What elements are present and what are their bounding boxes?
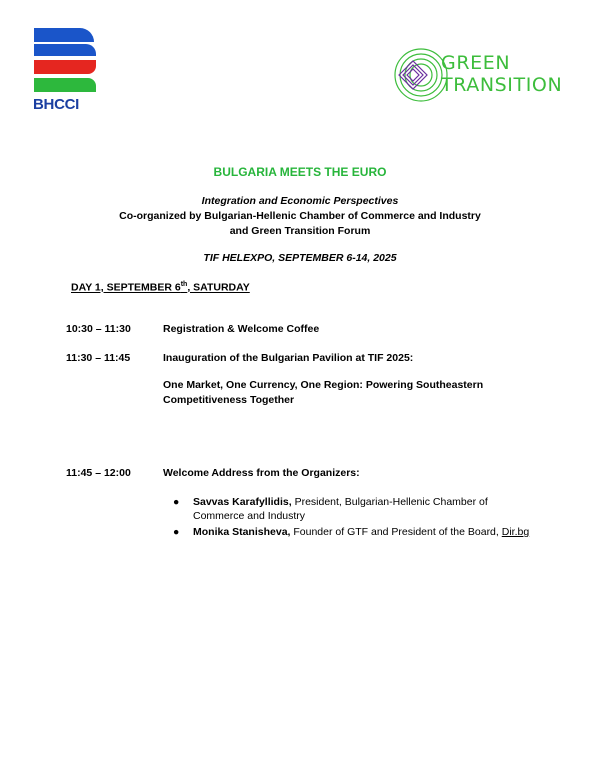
document-subtitle: Integration and Economic Perspectives: [201, 195, 399, 207]
agenda-title-2: Inauguration of the Bulgarian Pavilion at TIF 2025:: [163, 352, 414, 364]
speaker-list: [163, 495, 553, 541]
speaker-role-cont: Commerce and Industry: [193, 510, 306, 522]
speaker-name: Monika Stanisheva,: [193, 526, 291, 538]
day-heading: DAY 1, SEPTEMBER 6th, SATURDAY: [71, 281, 250, 294]
agenda-time-1: 10:30 – 11:30: [66, 323, 131, 335]
coorganizers-line-2: and Green Transition Forum: [229, 225, 371, 237]
green-transition-logo-line1: GREEN: [441, 52, 511, 74]
agenda-time-3: 11:45 – 12:00: [66, 467, 131, 479]
speaker-role: President, Bulgarian-Hellenic Chamber of: [291, 496, 488, 508]
speaker-item: ● Savvas Karafyllidis, President, Bulgarian-Hellenic Chamber of Commerce and Industry: [173, 496, 488, 522]
agenda-time-2: 11:30 – 11:45: [66, 352, 131, 364]
speaker-item: ● Monika Stanisheva, Founder of GTF and President of the Board, Dir.bg: [173, 526, 530, 538]
venue-dates: TIF HELEXPO, SEPTEMBER 6-14, 2025: [203, 252, 397, 264]
agenda-title-1: Registration & Welcome Coffee: [163, 323, 320, 335]
dir-bg-link[interactable]: Dir.bg: [501, 526, 530, 538]
coorganizers-line-1: Co-organized by Bulgarian-Hellenic Chamber of Commerce and Industry: [119, 210, 481, 222]
bhcci-logo-text: BHCCI: [33, 96, 79, 113]
green-transition-logo-line2: TRANSITION: [441, 74, 563, 96]
agenda-subtitle-2b: Competitiveness Together: [163, 394, 295, 406]
document-title: BULGARIA MEETS THE EURO: [213, 165, 387, 179]
speaker-name: Savvas Karafyllidis,: [193, 496, 292, 508]
agenda-title-3: Welcome Address from the Organizers:: [163, 467, 360, 479]
agenda-subtitle-2a: One Market, One Currency, One Region: Powering Southeastern: [163, 379, 484, 391]
speaker-role: Founder of GTF and President of the Board,: [290, 526, 502, 538]
